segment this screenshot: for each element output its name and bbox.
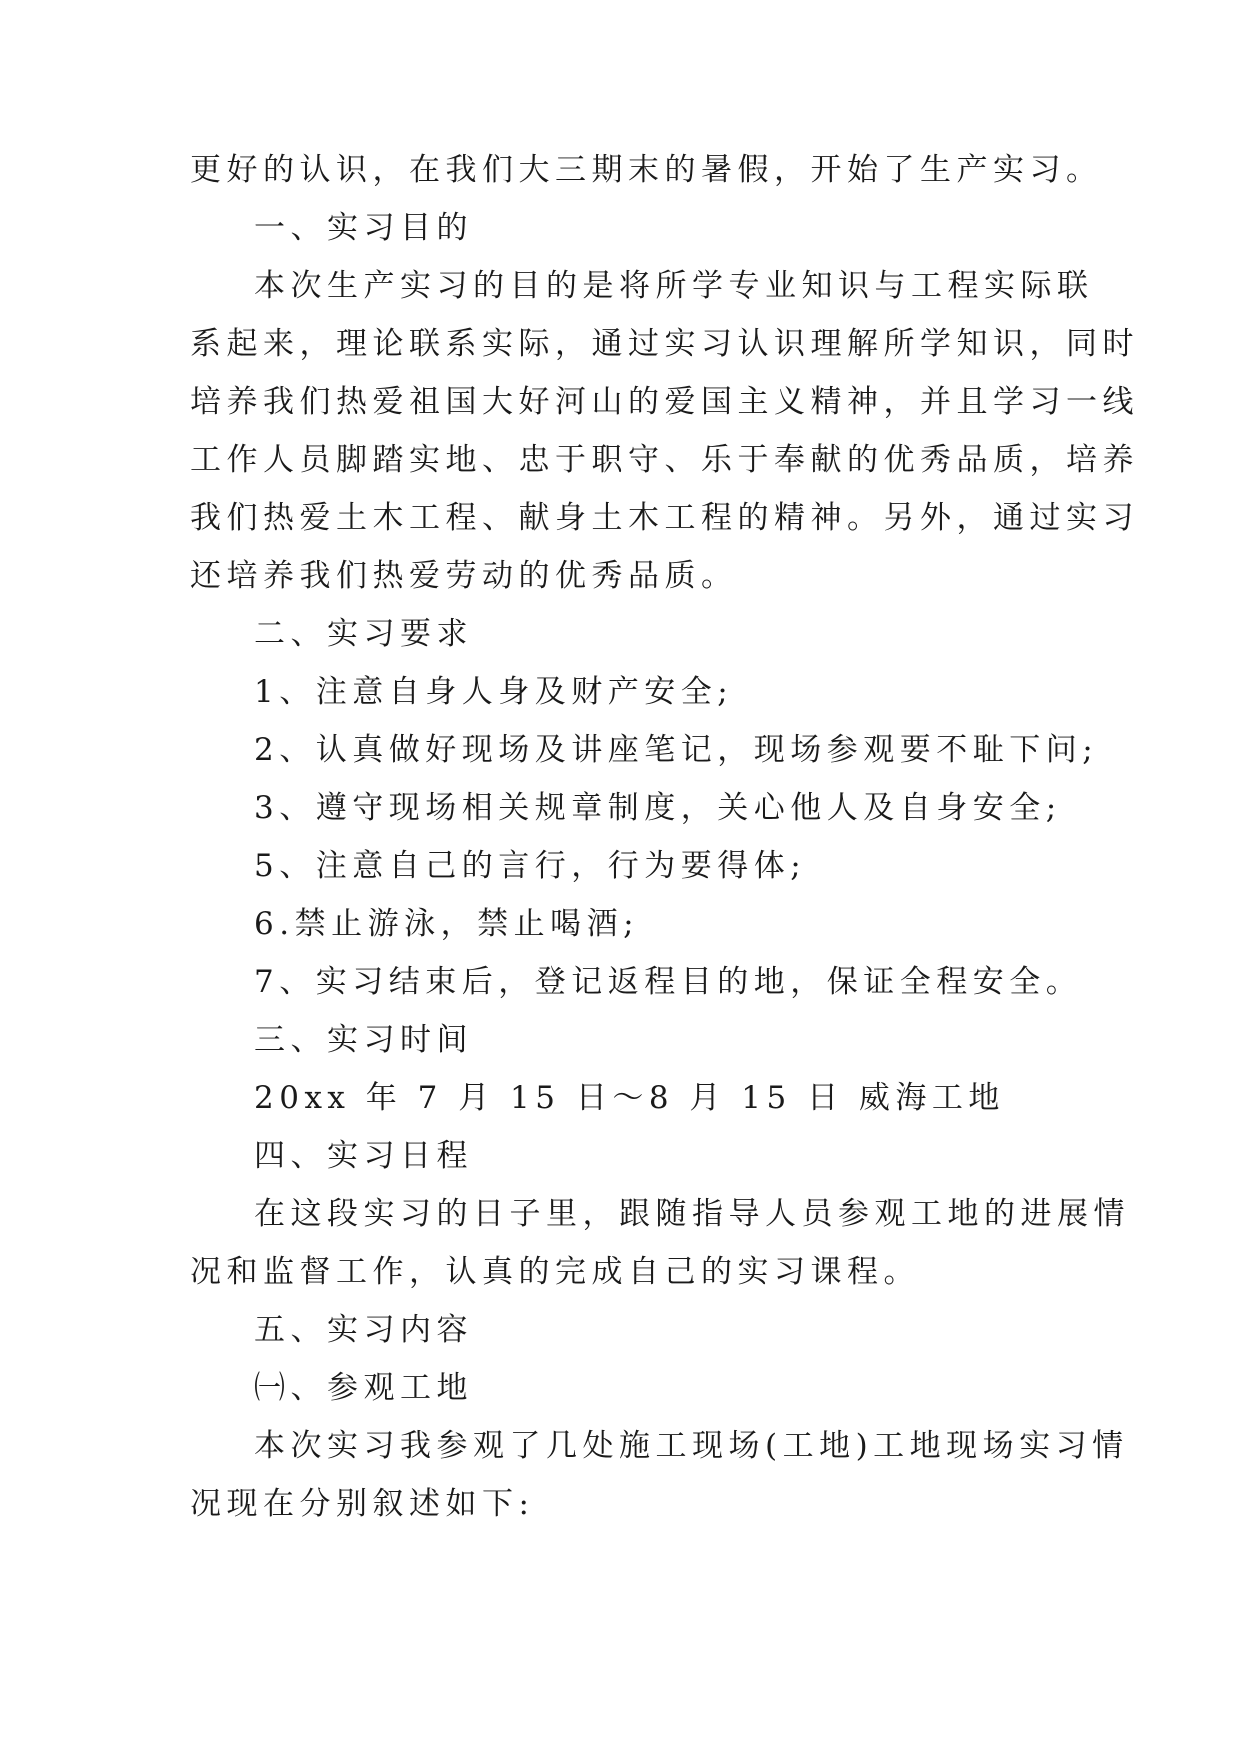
document-page [190,0,1139,1754]
paragraph-line: 况和监督工作，认真的完成自己的实习课程。 [190,1254,920,1290]
section-heading: 一、实习目的 [254,210,473,246]
section-heading: 五、实习内容 [254,1312,473,1348]
paragraph-line: 工作人员脚踏实地、忠于职守、乐于奉献的优秀品质，培养 [190,442,1139,478]
paragraph-line: 还培养我们热爱劳动的优秀品质。 [190,558,738,594]
subsection-heading: ㈠、参观工地 [254,1370,473,1406]
paragraph-line: 本次生产实习的目的是将所学专业知识与工程实际联 [254,268,1094,304]
paragraph-line: 20xx 年 7 月 15 日～8 月 15 日 威海工地 [254,1080,1005,1116]
paragraph-line: 更好的认识，在我们大三期末的暑假，开始了生产实习。 [190,152,1103,188]
list-item: 3、遵守现场相关规章制度，关心他人及自身安全; [254,790,1062,826]
paragraph-line: 系起来，理论联系实际，通过实习认识理解所学知识，同时 [190,326,1139,362]
list-item: 6.禁止游泳，禁止喝酒; [254,906,640,942]
paragraph-line: 我们热爱土木工程、献身土木工程的精神。另外，通过实习 [190,500,1139,536]
section-heading: 四、实习日程 [254,1138,473,1174]
paragraph-line: 在这段实习的日子里，跟随指导人员参观工地的进展情 [254,1196,1130,1232]
section-heading: 二、实习要求 [254,616,473,652]
list-item: 1、注意自身人身及财产安全; [254,674,734,710]
paragraph-line: 本次实习我参观了几处施工现场(工地)工地现场实习情 [254,1428,1129,1464]
paragraph-line: 培养我们热爱祖国大好河山的爱国主义精神，并且学习一线 [190,384,1139,420]
list-item: 7、实习结束后，登记返程目的地，保证全程安全。 [254,964,1083,1000]
list-item: 2、认真做好现场及讲座笔记，现场参观要不耻下问; [254,732,1099,768]
list-item: 5、注意自己的言行，行为要得体; [254,848,807,884]
section-heading: 三、实习时间 [254,1022,473,1058]
paragraph-line: 况现在分别叙述如下: [190,1486,535,1522]
